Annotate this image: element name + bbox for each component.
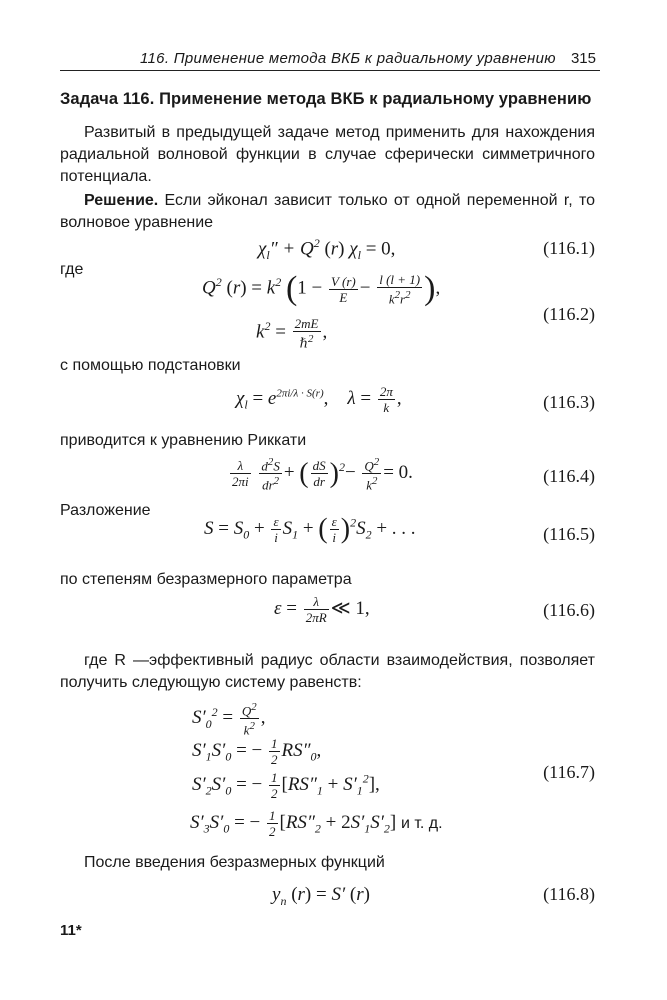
equation-number: (116.3) [543,392,595,412]
equation-number: (116.6) [543,600,595,620]
equation-116-4: $\frac{\lambda}{2\pi i}$ $\frac{d^2S}{dr^2}$ + ( $\frac{dS}{dr}$ )$^2$− $\frac{Q^2}{k^2}$ = 0. [232,456,413,493]
problem-statement: Развитый в предыдущей задаче метод применить для нахождения радиальной волновой функции в случае сферически симметричного потенциала. [60,124,595,185]
equation-116-8: $y_n$ (r) = S′ (r) [272,884,370,908]
equation-116-1: $\chi_l'' + Q^2$ (r) $\chi_l = 0$, [258,236,396,263]
powers-text: по степеням безразмерного параметра [60,571,352,588]
section-title: Задача 116. Применение метода ВКБ к радиальному уравнению [60,90,592,108]
riccati-text: приводится к уравнению Риккати [60,432,307,449]
solution-label: Решение. [84,192,159,209]
equation-116-7-line-3: $S'_2S'_0$ = − $\frac{1}{2}$ $[RS''_1 + S'_1^2]$, [192,770,380,801]
after-text: После введения безразмерных функций [84,854,385,871]
equation-116-3: $\chi_l = e^{2\pi i/\lambda \cdot S(r)}$, λ = $\frac{2\pi}{k}$ , [236,384,402,415]
page-number: 315 [570,50,596,67]
signature-mark: 11* [60,922,82,939]
expansion-text: Разложение [60,502,151,519]
equation-number: (116.2) [543,304,595,324]
running-head [60,50,600,71]
where-radius-text: где R —эффективный радиус области взаимодействия, позволяет получить следующую систему равенств: [60,652,595,691]
equation-116-6: ε = $\frac{\lambda}{2\pi R}$ ≪ 1, [274,594,370,625]
equation-number: (116.5) [543,524,595,544]
etc-text: и т. д. [400,814,443,832]
equation-number: (116.1) [543,238,595,258]
where-label: где [60,261,84,278]
equation-116-2b: $k^2$ = $\frac{2mE}{\hbar^2}$ , [256,316,328,351]
solution-paragraph [60,190,595,234]
equation-number: (116.8) [543,884,595,904]
equation-116-7-line-2: $S'_1S'_0$ = − $\frac{1}{2}$ $RS''_0$, [192,736,322,767]
equation-number: (116.4) [543,466,595,486]
substitution-text: с помощью подстановки [60,357,241,374]
solution-intro: Если эйконал зависит только от одной переменной r, то волновое уравнение [60,192,595,231]
equation-116-2a: $Q^2$ $(r) = k^2$ (1 − $\frac{V (r)}{E}$ − $\frac{l (l + 1)}{k^2r^2}$ ), [202,270,441,308]
equation-116-7-line-4: $S'_3S'_0$ = − $\frac{1}{2}$ $[RS''_2 + 2S'_1S'_2]$ и т. д. [190,808,443,839]
equation-116-7-line-1: $S'_0^2$ = $\frac{Q^2}{k^2}$ , [192,701,266,738]
equation-number: (116.7) [543,762,595,782]
equation-116-5: $S = S_0$ + $\frac{\varepsilon}{i}$ $S_1$ + ( $\frac{\varepsilon}{i}$ )$^2S_2$ + . . . [204,513,416,545]
running-title: 116. Применение метода ВКБ к радиальному уравнению [140,50,556,67]
